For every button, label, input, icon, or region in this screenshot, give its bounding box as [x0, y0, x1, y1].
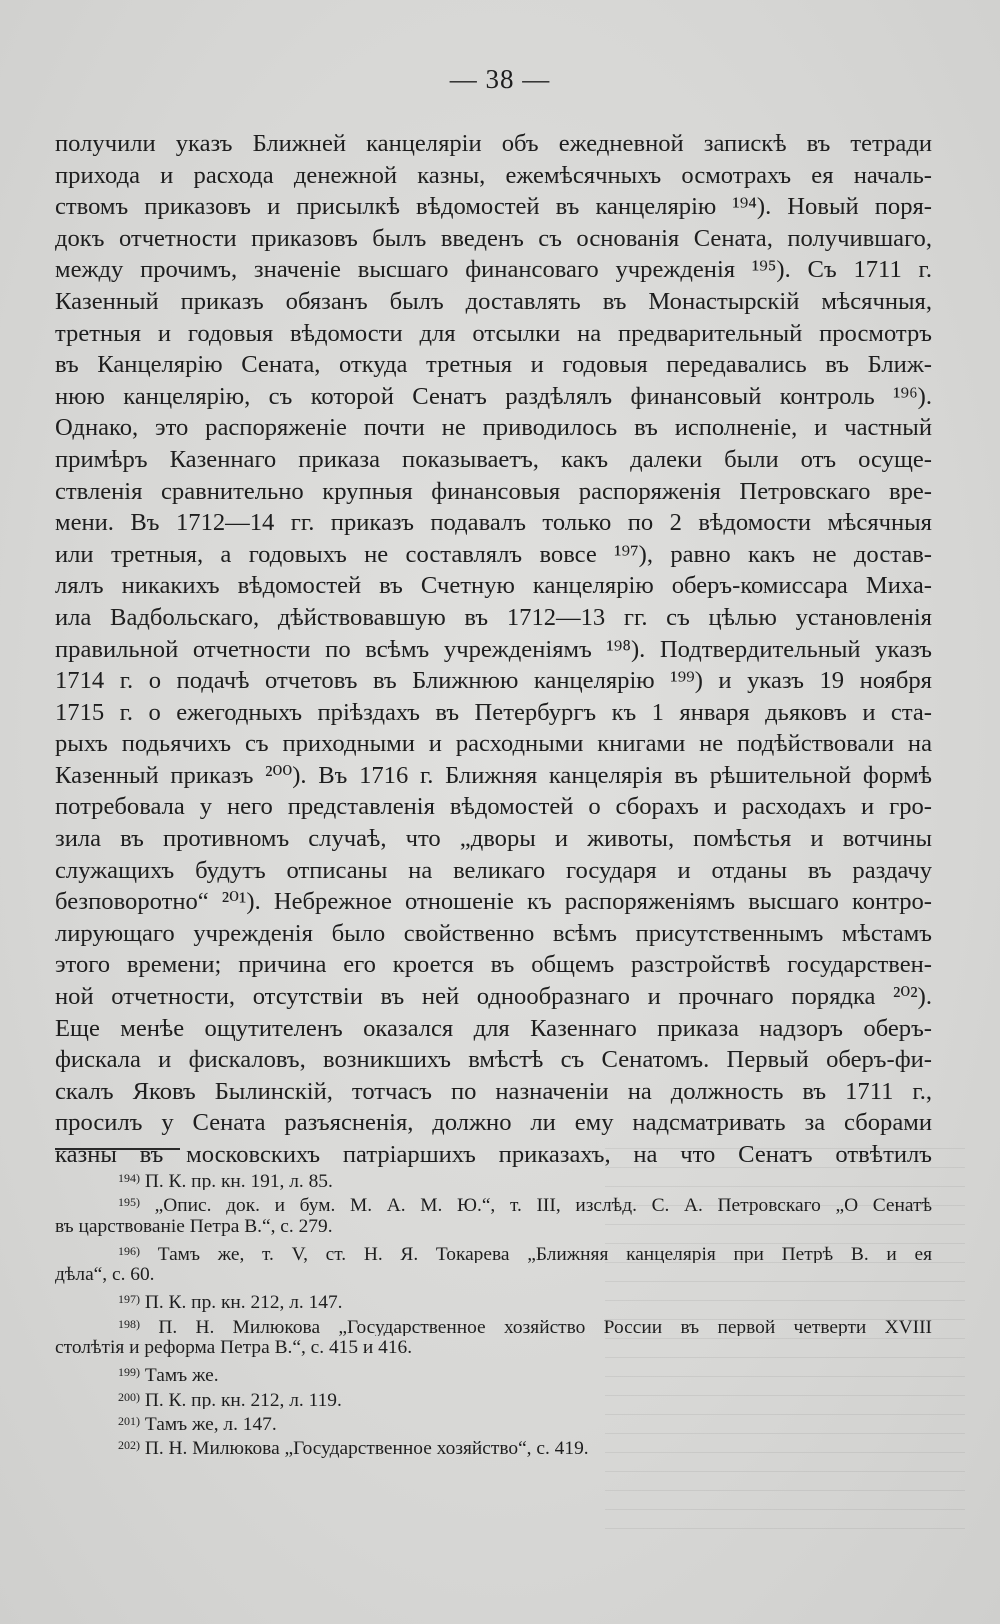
body-line: докъ отчетности приказовъ былъ введенъ съ основанія Сената, получившаго, [55, 224, 932, 252]
body-line: Однако, это распоряженіе почти не приводилось въ исполненіе, и частный [55, 414, 932, 442]
footnote-text: Тамъ же, т. V, ст. Н. Я. Токарева „Ближняя канцелярія при Петрѣ В. и ея [157, 1243, 932, 1264]
body-line: прихода и расхода денежной казны, ежемѣсячныхъ осмотрахъ ея началь- [55, 161, 932, 189]
body-line: ствомъ приказовъ и присылкѣ вѣдомостей въ канцелярію ¹⁹⁴). Новый поря- [55, 193, 932, 221]
body-line: просилъ у Сената разъясненія, должно ли ему надсматривать за сборами [55, 1109, 932, 1137]
footnote-text: П. Н. Милюкова „Государственное хозяйство России въ первой четверти XVIII [158, 1316, 932, 1337]
footnote-number: 194) [118, 1171, 140, 1185]
body-line: въ Канцелярію Сената, откуда третныя и годовыя передавались въ Ближ- [55, 351, 932, 379]
footnote-text: дѣла“, с. 60. [55, 1264, 155, 1286]
body-line: казны въ московскихъ патріаршихъ приказахъ, на что Сенатъ отвѣтилъ [55, 1141, 932, 1168]
body-line: мени. Въ 1712—14 гг. приказъ подавалъ только по 2 вѣдомости мѣсячныя [55, 509, 932, 537]
body-line: лялъ никакихъ вѣдомостей въ Счетную канцелярію оберъ-комиссара Миха- [55, 572, 932, 600]
body-line: правильной отчетности по всѣмъ учрежденіямъ ¹⁹⁸). Подтвердительный указъ [55, 635, 932, 663]
footnote-text: П. К. пр. кн. 191, л. 85. [144, 1171, 333, 1191]
footnote [55, 1166, 932, 1190]
body-line: фискала и фискаловъ, возникшихъ вмѣстѣ съ Сенатомъ. Первый оберъ-фи- [55, 1046, 932, 1074]
body-line: ила Вадбольскаго, дѣйствовавшую въ 1712—13 гг. съ цѣлью установленія [55, 603, 932, 631]
footnote-number: 197) [118, 1292, 140, 1307]
footnote-separator [55, 1148, 180, 1150]
footnote [55, 1433, 932, 1457]
body-line: ствленія сравнительно крупныя финансовыя распоряженія Петровскаго вре- [55, 477, 932, 505]
body-line: Еще менѣе ощутителенъ оказался для Казеннаго приказа надзоръ оберъ- [55, 1014, 932, 1042]
body-line: Казенный приказъ ²⁰⁰). Въ 1716 г. Ближняя канцелярія въ рѣшительной формѣ [55, 761, 932, 789]
footnote-number: 201) [118, 1413, 140, 1428]
body-line: нюю канцелярію, съ которой Сенатъ раздѣлялъ финансовый контроль ¹⁹⁶). [55, 382, 932, 410]
footnote [55, 1239, 932, 1263]
footnote-text: столѣтія и реформа Петра В.“, с. 415 и 416. [55, 1337, 413, 1359]
body-line: ной отчетности, отсутствіи въ ней однообразнаго и прочнаго порядка ²⁰²). [55, 983, 932, 1011]
footnotes [55, 1166, 932, 1458]
body-line: между прочимъ, значеніе высшаго финансоваго учрежденія ¹⁹⁵). Съ 1711 г. [55, 256, 932, 284]
body-line: получили указъ Ближней канцеляріи объ ежедневной запискѣ въ тетради [55, 130, 932, 157]
footnote [55, 1409, 932, 1433]
footnote [55, 1385, 932, 1409]
footnote-text: Тамъ же, л. 147. [144, 1413, 277, 1434]
body-text [55, 128, 932, 1171]
body-line: третныя и годовыя вѣдомости для отсылки на предварительный просмотръ [55, 319, 932, 347]
body-line: или третныя, а годовыхъ не составлялъ вовсе ¹⁹⁷), равно какъ не достав- [55, 540, 932, 568]
footnote-text: Тамъ же. [144, 1365, 219, 1385]
body-line: 1715 г. о ежегодныхъ пріѣздахъ въ Петербургъ къ 1 января дьяковъ и ста- [55, 698, 932, 726]
body-line: 1714 г. о подачѣ отчетовъ въ Ближнюю канцелярію ¹⁹⁹) и указъ 19 ноября [55, 667, 932, 695]
footnote [55, 1215, 932, 1239]
footnote-number: 202) [118, 1438, 140, 1453]
body-line: рыхъ подьячихъ съ приходными и расходными книгами не подѣйствовали на [55, 730, 932, 758]
footnote [55, 1336, 932, 1360]
footnote [55, 1287, 932, 1311]
footnote-number: 198) [118, 1316, 140, 1331]
footnote [55, 1263, 932, 1287]
footnote [55, 1190, 932, 1214]
footnote-text: въ царствованіе Петра В.“, с. 279. [55, 1215, 333, 1237]
footnote-text: П. К. пр. кн. 212, л. 147. [144, 1292, 343, 1312]
footnote [55, 1360, 932, 1384]
body-line: скалъ Яковъ Былинскій, тотчасъ по назначеніи на должность въ 1711 г., [55, 1077, 932, 1105]
footnote-text: „Опис. док. и бум. М. А. М. Ю.“, т. III, изслѣд. С. А. Петровскаго „О Сенатѣ [154, 1195, 932, 1215]
footnote [55, 1312, 932, 1336]
footnote-number: 199) [118, 1365, 140, 1380]
body-line: зила въ противномъ случаѣ, что „дворы и животы, помѣстья и вотчины [55, 825, 932, 853]
body-line: Казенный приказъ обязанъ былъ доставлять въ Монастырскій мѣсячныя, [55, 287, 932, 315]
footnote-text: П. Н. Милюкова „Государственное хозяйство“, с. 419. [144, 1438, 589, 1458]
footnote-text: П. К. пр. кн. 212, л. 119. [144, 1389, 342, 1409]
body-line: примѣръ Казеннаго приказа показываетъ, какъ далеки были отъ осуще- [55, 445, 932, 473]
footnote-number: 196) [118, 1243, 140, 1258]
body-line: этого времени; причина его кроется въ общемъ разстройствѣ государствен- [55, 951, 932, 979]
body-line: служащихъ будутъ отписаны на великаго государя и отданы въ раздачу [55, 856, 932, 884]
footnote-number: 200) [118, 1389, 140, 1404]
body-line: потребовала у него представленія вѣдомостей о сборахъ и расходахъ и гро- [55, 793, 932, 821]
footnote-number: 195) [118, 1195, 140, 1210]
body-line: лирующаго учрежденія было свойственно всѣмъ присутственнымъ мѣстамъ [55, 919, 932, 947]
body-line: безповоротно“ ²⁰¹). Небрежное отношеніе къ распоряженіямъ высшаго контро- [55, 888, 932, 916]
page-number: — 38 — [449, 64, 551, 94]
